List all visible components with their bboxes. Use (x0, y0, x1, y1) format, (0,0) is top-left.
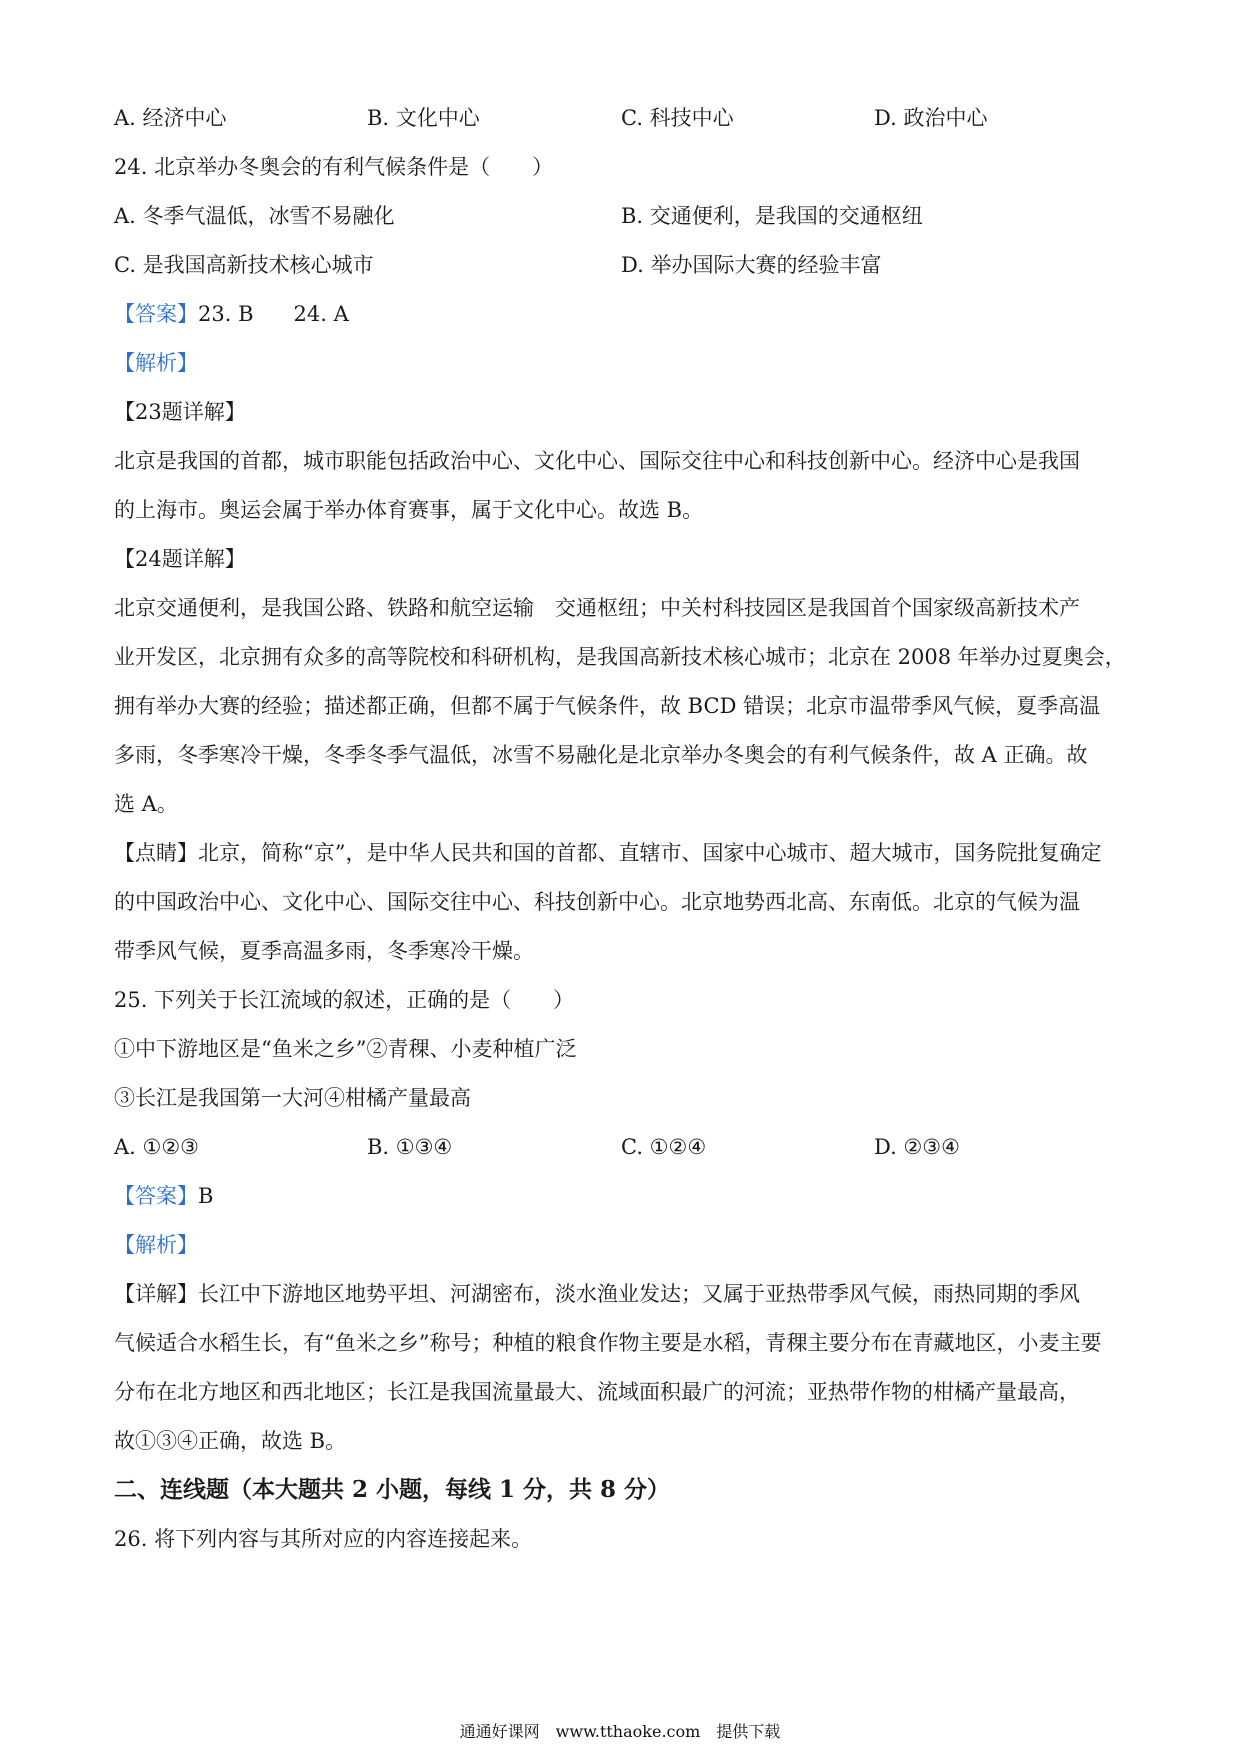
answer-25 (114, 1181, 213, 1211)
dianjing-line: 的中国政治中心、文化中心、国际交往中心、科技创新中心。北京地势西北高、东南低。北京的气候为温 (114, 890, 1080, 914)
q23-option-b: B. 文化中心 (367, 106, 480, 130)
detail-23-title: 【23题详解】 (114, 400, 246, 424)
q25-stem: 25. 下列关于长江流域的叙述，正确的是（ ） (114, 988, 575, 1012)
detail-24-line: 多雨，冬季寒冷干燥，冬季冬季气温低，冰雪不易融化是北京举办冬奥会的有利气候条件，故 A 正确。故 (114, 743, 1088, 767)
q25-option-c: C. ①②④ (621, 1135, 707, 1159)
analysis-tag-1: 【解析】 (114, 351, 198, 375)
detail-24-line: 拥有举办大赛的经验；描述都正确，但都不属于气候条件，故 BCD 错误；北京市温带季风气候，夏季高温 (114, 694, 1101, 718)
q23-option-a: A. 经济中心 (114, 106, 227, 130)
detail-25-line: 分布在北方地区和西北地区；长江是我国流量最大、流域面积最广的河流；亚热带作物的柑橘产量最高， (114, 1380, 1080, 1404)
detail-25-line: 气候适合水稻生长，有“鱼米之乡”称号；种植的粮食作物主要是水稻，青稞主要分布在青藏地区，小麦主要 (114, 1331, 1102, 1355)
detail-24-line: 业开发区，北京拥有众多的高等院校和科研机构，是我国高新技术核心城市；北京在 2008 年举办过夏奥会， (114, 645, 1126, 669)
q24-option-c: C. 是我国高新技术核心城市 (114, 253, 374, 277)
page-footer: 通通好课网 www.tthaoke.com 提供下载 (459, 1722, 781, 1741)
detail-25-tag: 【详解】 (114, 1282, 198, 1306)
section-2-title: 二、连线题（本大题共 2 小题，每线 1 分，共 8 分） (114, 1476, 671, 1503)
analysis-tag-2: 【解析】 (114, 1233, 198, 1257)
q23-option-d: D. 政治中心 (874, 106, 988, 130)
detail-25-text: 长江中下游地区地势平坦、河湖密布，淡水渔业发达；又属于亚热带季风气候，雨热同期的季风 (198, 1282, 1080, 1306)
dianjing-line: 带季风气候，夏季高温多雨，冬季寒冷干燥。 (114, 939, 534, 963)
detail-24-line: 选 A。 (114, 792, 178, 816)
answer-24: 24. A (293, 302, 349, 326)
answer-25-value: B (198, 1184, 214, 1208)
q24-option-b: B. 交通便利，是我国的交通枢纽 (621, 204, 923, 228)
detail-23-line: 的上海市。奥运会属于举办体育赛事，属于文化中心。故选 B。 (114, 498, 704, 522)
q25-option-a: A. ①②③ (114, 1135, 199, 1159)
q24-option-a: A. 冬季气温低，冰雪不易融化 (114, 204, 395, 228)
q24-stem: 24. 北京举办冬奥会的有利气候条件是（ ） (114, 155, 554, 179)
detail-24-title: 【24题详解】 (114, 547, 246, 571)
answer-23: 23. B (198, 302, 254, 326)
q26-stem: 26. 将下列内容与其所对应的内容连接起来。 (114, 1527, 533, 1551)
answer-tag: 【答案】 (114, 302, 198, 326)
q25-item: ③长江是我国第一大河④柑橘产量最高 (114, 1086, 471, 1110)
answer-tag: 【答案】 (114, 1184, 198, 1208)
answer-23-24 (114, 299, 349, 329)
dianjing-line (114, 838, 1101, 868)
dianjing-tag: 【点睛】 (114, 841, 198, 865)
dianjing-text: 北京，简称“京”，是中华人民共和国的首都、直辖市、国家中心城市、超大城市，国务院批复确定 (198, 841, 1102, 865)
q25-option-b: B. ①③④ (367, 1135, 453, 1159)
q25-item: ①中下游地区是“鱼米之乡”②青稞、小麦种植广泛 (114, 1037, 577, 1061)
detail-24-line: 北京交通便利，是我国公路、铁路和航空运输 交通枢纽；中关村科技园区是我国首个国家级高新技术产 (114, 596, 1080, 620)
q25-option-d: D. ②③④ (874, 1135, 960, 1159)
detail-25-line (114, 1279, 1080, 1309)
q24-option-d: D. 举办国际大赛的经验丰富 (621, 253, 882, 277)
q23-option-c: C. 科技中心 (621, 106, 734, 130)
detail-23-line: 北京是我国的首都，城市职能包括政治中心、文化中心、国际交往中心和科技创新中心。经济中心是我国 (114, 449, 1080, 473)
detail-25-line: 故①③④正确，故选 B。 (114, 1429, 347, 1453)
